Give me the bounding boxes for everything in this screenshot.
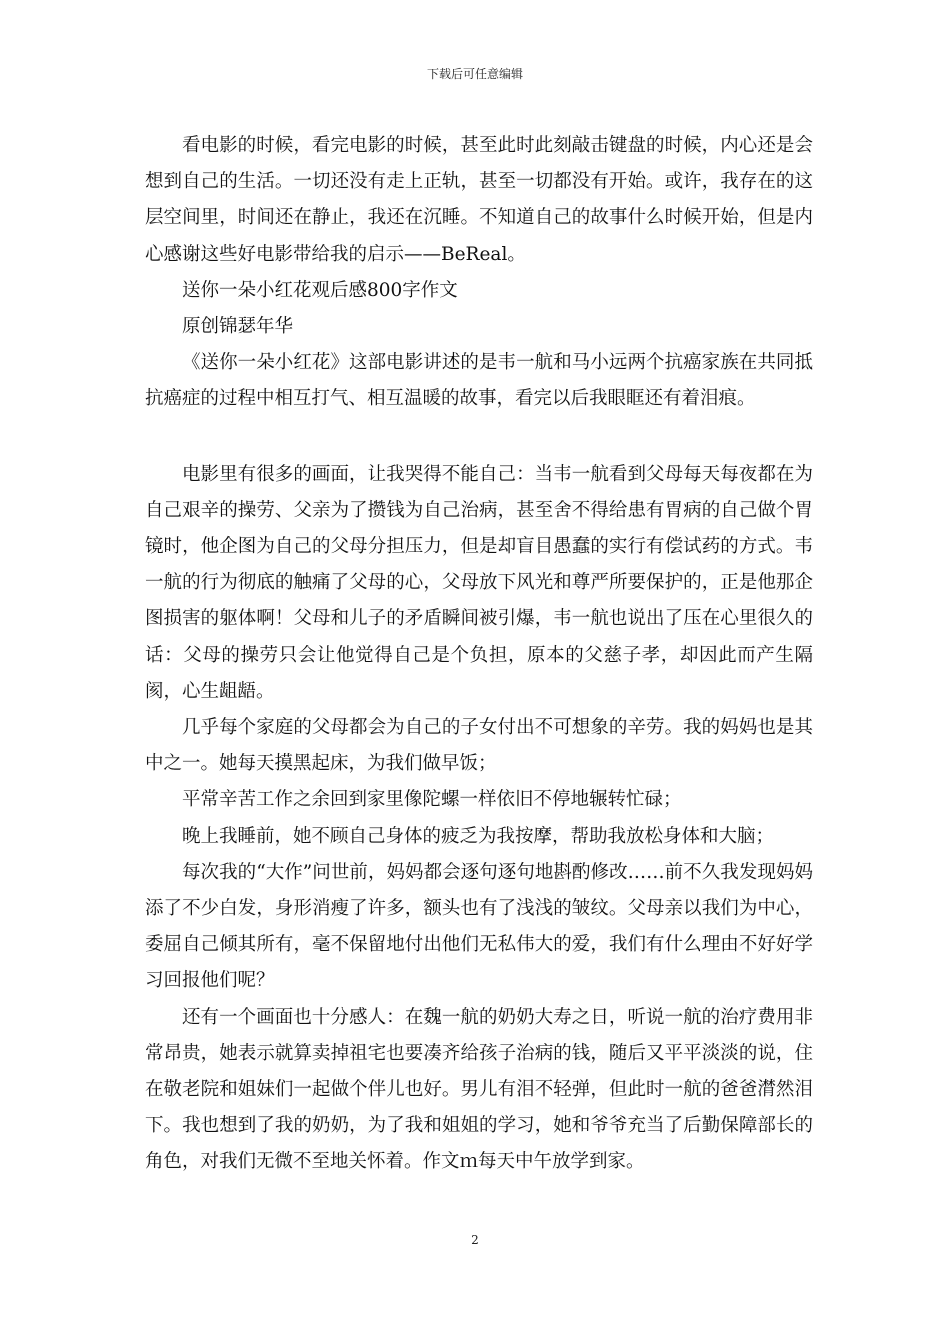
article-title: 送你一朵小红花观后感800字作文: [182, 279, 458, 301]
paragraph-scenes: 电影里有很多的画面，让我哭得不能自己：当韦一航看到父母每天每夜都在为自己艰辛的操劳、父亲为了攒钱为自己治病，甚至舍不得给患有胃病的自己做个胃镜时，他企图为自己的父母分担压力，但是却盲目愚蠢的实行有偿试药的方式。韦一航的行为彻底的触痛了父母的心，父母放下风光和尊严所要保护的，正是他那企图损害的躯体啊！父母和儿子的矛盾瞬间被引爆，韦一航也说出了压在心里很久的话：父母的操劳只会让他觉得自己是个负担，原本的父慈子孝，却因此而产生隔阂，心生龃龉。: [145, 463, 813, 702]
paragraph-parents: 几乎每个家庭的父母都会为自己的子女付出不可想象的辛劳。我的妈妈也是其中之一。她每天摸黑起床，为我们做早饭；: [145, 717, 813, 775]
paragraph-massage: 晚上我睡前，她不顾自己身体的疲乏为我按摩，帮助我放松身体和大脑；: [182, 825, 775, 847]
paragraph-movie-reflection: 看电影的时候，看完电影的时候，甚至此时此刻敲击键盘的时候，内心还是会想到自己的生活。一切还没有走上正轨，甚至一切都没有开始。或许，我存在的这层空间里，时间还在静止，我还在沉睡。不知道自己的故事什么时候开始，但是内心感谢这些好电影带给我的启示——BeReal。: [145, 135, 813, 265]
paragraph-busy-work: 平常辛苦工作之余回到家里像陀螺一样依旧不停地辗转忙碌；: [182, 789, 682, 811]
document-body: [145, 128, 813, 1181]
page-number: 2: [471, 1233, 479, 1247]
paragraph-intro: 《送你一朵小红花》这部电影讲述的是韦一航和马小远两个抗癌家族在共同抵抗癌症的过程中相互打气、相互温暖的故事，看完以后我眼眶还有着泪痕。: [145, 352, 813, 410]
paragraph-mother-love: 每次我的“大作”问世前，妈妈都会逐句逐句地斟酌修改……前不久我发现妈妈添了不少白发，身形消瘦了许多，额头也有了浅浅的皱纹。父母亲以我们为中心，委屈自己倾其所有，毫不保留地付出他们无私伟大的爱，我们有什么理由不好好学习回报他们呢？: [145, 861, 813, 992]
page-header: 下载后可任意编辑: [426, 67, 523, 81]
article-author: 原创锦瑟年华: [182, 316, 294, 338]
paragraph-grandmother: 还有一个画面也十分感人：在魏一航的奶奶大寿之日，听说一航的治疗费用非常昂贵，她表示就算卖掉祖宅也要凑齐给孩子治病的钱，随后又平平淡淡的说，住在敬老院和姐妹们一起做个伴儿也好。男儿有泪不轻弹，但此时一航的爸爸潸然泪下。我也想到了我的奶奶，为了我和姐姐的学习，她和爷爷充当了后勤保障部长的角色，对我们无微不至地关怀着。作文ｍ每天中午放学到家。: [145, 1006, 813, 1173]
